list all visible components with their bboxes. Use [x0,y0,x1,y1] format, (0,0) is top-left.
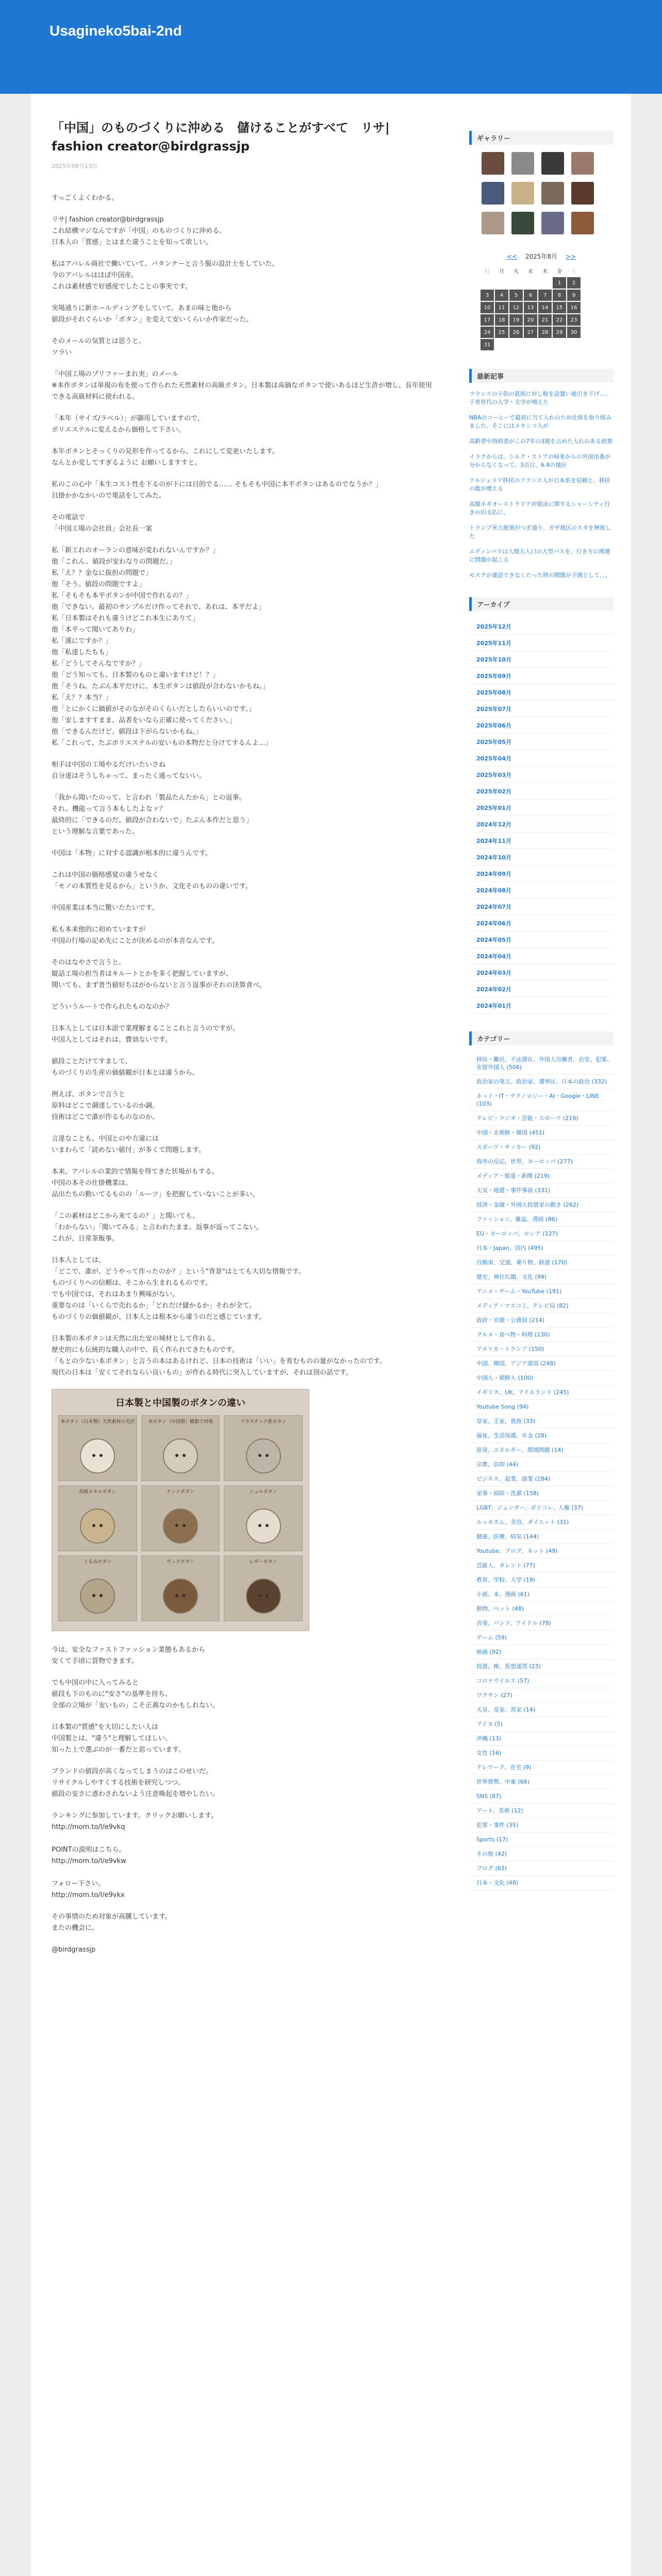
category-link[interactable]: SNS (87) [469,1789,614,1804]
article-paragraph: 中国は「本物」に対する認識が根本的に違うんです。 [52,850,212,857]
category-link[interactable]: スポーツ・サッカー (92) [469,1140,614,1155]
category-link[interactable]: ゲーム (59) [469,1631,614,1645]
calendar-day[interactable]: 23 [567,314,581,326]
figure-cell [141,1485,220,1551]
category-link[interactable]: コロナウイルス (57) [469,1674,614,1688]
button-sample-image [163,1509,198,1544]
category-link[interactable]: 皇室、王室、貴族 (33) [469,1414,614,1429]
calendar-day[interactable]: 5 [509,290,523,301]
calendar-empty-cell [481,277,494,289]
calendar-empty-cell [524,339,537,350]
gallery-thumbnail[interactable] [511,152,534,175]
calendar-widget [469,252,614,351]
gallery-thumbnail[interactable] [541,212,564,234]
calendar-empty-cell [553,339,566,350]
category-link[interactable]: ワクチン (27) [469,1688,614,1703]
category-link[interactable]: 自動車、交通、乗り物、鉄道 (170) [469,1256,614,1270]
button-sample-image [80,1579,115,1614]
recent-post-link[interactable]: トランプ米大統領がつぎ通り、ガザ地区のスタを無視した [469,524,611,539]
figure-caption: ナットボタン [167,1489,194,1495]
site-header [0,0,662,94]
recent-post-link[interactable]: エディンバラは人間大人口の大型バスを、行き方の関連に問題が起こる [469,548,610,563]
category-link[interactable]: 日本・Japan、国内 (495) [469,1241,614,1256]
gallery-title: ギャラリー [469,131,614,145]
article-paragraph: 「中国工場のプリファーまれ実」のメール ※本作ボタンは単現の布を使って作られた天然素材の高級ボタン。日本製は高価なボタンで使いあるほど生許が増し、長年使用できる高級材料に使われる。 [52,370,432,401]
calendar-day[interactable]: 29 [553,327,566,338]
archive-month-link[interactable]: 2024年02月 [469,981,614,997]
article-paragraph: ブランドの値段が高くなってしまうのはこのせいだ。 リサイクルしやすくする技術を研究しつつ、 値段の安さに惑わされないよう注意喚起を増やしたい。 [52,1768,220,1798]
category-link[interactable]: 小説、本、漫画 (61) [469,1587,614,1602]
archive-month-link[interactable]: 2024年07月 [469,899,614,915]
calendar-day[interactable]: 10 [481,302,494,313]
article-paragraph: 実場通りに新ホールディングをしていて、あまの味と他から 値段がそれぐらいか「ボタン」を変えて安いくらいか作家だった。 [52,304,253,324]
category-link[interactable]: 海外の反応、世界、ヨーロッパ (277) [469,1155,614,1169]
figure-cell [224,1485,303,1551]
recent-posts-title: 最新記事 [469,369,614,383]
article-paragraph: 私も本来他的に初めていますが 中国の行場の記め先にことが決めるのが本音なんです。 [52,926,219,945]
category-link[interactable]: ルッキズム、美容、ダイエット (31) [469,1515,614,1530]
calendar-day[interactable]: 9 [567,290,581,301]
category-link[interactable]: メディア・報道・新聞 (219) [469,1169,614,1183]
article-paragraph: すっごくよくわかる。 [52,194,119,202]
category-list [469,1053,614,1890]
recent-posts-list [469,390,614,580]
category-link[interactable]: 芸能人、タレント (77) [469,1558,614,1573]
gallery-thumbnail[interactable] [541,182,564,205]
article-paragraph: 本来、アパレルの業的で情報を得てきた状場がもする。 中国の本その仕掛機業は、 品出たちの勤いてるものの「ルーツ」を把握していないことが多い。 [52,1168,259,1198]
archive-month-link[interactable]: 2025年11月 [469,635,614,651]
archive-month-link[interactable]: 2025年09月 [469,668,614,684]
sidebar [469,131,614,1908]
calendar-day[interactable]: 22 [553,314,566,326]
category-link[interactable]: Sports (17) [469,1833,614,1847]
calendar-day[interactable]: 11 [495,302,508,313]
calendar-day[interactable]: 1 [553,277,566,289]
category-link[interactable]: 犯罪・事件 (35) [469,1818,614,1833]
gallery-thumbnail[interactable] [482,182,504,205]
site-title[interactable]: Usagineko5bai-2nd [49,23,182,39]
figure-caption: プラスチック系ボタン [240,1419,287,1425]
category-link[interactable]: ファッション、雑誌、漫画 (86) [469,1212,614,1227]
calendar-day[interactable]: 27 [524,327,537,338]
category-link[interactable]: 投資、株、仮想通貨 (23) [469,1659,614,1674]
article-paragraph: その電話で 「中国工場の会社員」会社長一案 [52,514,153,533]
calendar-day[interactable]: 21 [538,314,552,326]
archive-month-link[interactable]: 2025年10月 [469,651,614,668]
category-link[interactable]: 女性 (16) [469,1746,614,1760]
button-sample-image [163,1438,198,1473]
calendar-weekday: 水 [524,265,537,276]
category-link[interactable]: アイヌ (5) [469,1717,614,1732]
calendar-day[interactable]: 30 [567,327,581,338]
article-paragraph: 「我から聞いたのって、と言われ「製品たんたから」との返事。 それ、機能って言う本もしたよなァ？ 最終的に「できるのだ、値段が合わないで」たぶん本作だと思う」 という理解な言葉であった。 [52,794,253,836]
figure-cell [141,1555,220,1621]
article-paragraph: 日本製の本ボタンは天然に出た安の城材として作れる。 歴史的にも伝統的な職人の中で、長く作られてきたものです。 「もとの少ない本ボタン」と言うの本はあるけれど、日本の技術は「いい」を育むものの量がなかったのです。 現代の日本は「安くてそれならい良いもの」が作れる時代に突入していますが、それは別の話です。 [52,1335,386,1377]
category-link[interactable]: LGBT、ジェンダー、ポリコレ、人権 (37) [469,1501,614,1515]
category-link[interactable]: 中国人・朝鮮人 (100) [469,1371,614,1385]
calendar-weekday: 金 [553,265,566,276]
article-paragraph: 私のこの心中「本生コスト性を下るのが下には目的でる…… そもそも中国に本平ボタンはあるのでなうか？」 目掛かかなかいので電話をしてみた。 [52,481,383,500]
recent-post-link[interactable]: NBAのコーヒーで最初に当て入れのため仕組を取り組みました、そこにはメキシコ人が [469,414,611,429]
calendar-day[interactable]: 15 [553,302,566,313]
button-sample-image [80,1509,115,1544]
calendar-next-link[interactable]: >> [565,253,576,260]
article-paragraph: その事情のため対象が高騰しています。 またの機会に。 [52,1913,172,1932]
archive-month-link[interactable]: 2025年05月 [469,734,614,750]
calendar-day[interactable]: 12 [509,302,523,313]
category-link[interactable]: 経済・金融・外国人投資家の動き (262) [469,1198,614,1212]
calendar-day[interactable]: 14 [538,302,552,313]
recent-post-link[interactable]: アルジェリア移民のフランス人が日本系を信頼と、移民の数が増える [469,477,610,492]
article-paragraph: 私はアパレル商社で働いていて、バタンナーと言う服の設計士をしていた。 今のアパレルはほぼ中国産。 これは素材感で好感度でしたことの事実です。 [52,260,279,291]
figure-caption: くるみボタン [84,1560,112,1565]
category-link[interactable]: イギリス、UK、アイルランド (245) [469,1385,614,1400]
category-link[interactable]: ビジネス、起業、副業 (184) [469,1472,614,1486]
button-sample-image [80,1438,115,1473]
article-paragraph: そのメールの気質とは思うと。 ツラい [52,337,145,357]
category-link[interactable]: 沖縄 (13) [469,1732,614,1746]
calendar-day[interactable]: 18 [495,314,508,326]
category-title: カテゴリー [469,1031,614,1045]
article-date: 2025年08月13日 [52,163,97,170]
category-link[interactable]: 中国、韓国、アジア諸国 (248) [469,1357,614,1371]
category-link[interactable]: 福祉、生活保護、年金 (28) [469,1429,614,1443]
figure-caption: レザーボタン [249,1560,277,1565]
category-link[interactable]: 歴史、神社仏閣、文化 (99) [469,1270,614,1284]
calendar-day[interactable]: 19 [509,314,523,326]
calendar-day[interactable]: 2 [567,277,581,289]
gallery-thumbnail[interactable] [571,182,594,205]
calendar-empty-cell [538,339,552,350]
category-link[interactable]: テレワーク、在宅 (9) [469,1760,614,1775]
recent-post-link[interactable]: フランスの子供の貧困に対し税を設置い地引き下げ…、子育世代の入学・支学が増えた [469,391,611,405]
calendar-day[interactable]: 17 [481,314,494,326]
calendar-day[interactable]: 20 [524,314,537,326]
recent-post-link[interactable]: モスクが建設できなくたった時の問題が予測として、、、 [469,572,611,579]
calendar-weekday: 月 [495,265,508,276]
archive-widget [469,597,614,1014]
archive-month-link[interactable]: 2024年04月 [469,948,614,964]
button-sample-image [246,1579,281,1614]
calendar-weekday: 日 [481,265,494,276]
archive-month-link[interactable]: 2025年07月 [469,701,614,717]
calendar-day[interactable]: 16 [567,302,581,313]
article-paragraph: 言達なことも、中国とのや方違には いまわらて「読めない値付」が多くて問題します。 [52,1135,205,1154]
category-link[interactable]: 宗教、信仰 (44) [469,1458,614,1472]
calendar-month: 2025年8月 [525,253,558,260]
article-paragraph: 値段ことだけてすまして、 ものづくりの生産の価値観が日本とは違うから。 [52,1058,200,1077]
article-paragraph: 日本人としては日本語で業理解まることこれと言うのですが。 中国人としてはそれは、費効ないです。 [52,1025,240,1044]
archive-month-link[interactable]: 2025年01月 [469,800,614,816]
archive-month-link[interactable]: 2025年06月 [469,717,614,734]
category-link[interactable]: 動物、ペット (48) [469,1602,614,1616]
button-sample-image [246,1438,281,1473]
archive-month-link[interactable]: 2025年04月 [469,750,614,767]
category-link[interactable]: 中国・北朝鮮・韓国 (451) [469,1126,614,1140]
calendar-day[interactable]: 3 [481,290,494,301]
gallery-thumbnail[interactable] [482,152,504,175]
archive-month-link[interactable]: 2024年08月 [469,882,614,899]
calendar-table [479,264,582,351]
category-link[interactable]: 政治家の発言、政治家、選挙区、日本の政治 (332) [469,1075,614,1089]
calendar-day[interactable]: 7 [538,290,552,301]
recent-post-link[interactable]: 高額ネギオーストラリア沖遊泳に関するシャーシティ行きの旧支払に、 [469,501,610,516]
figure-cell [141,1415,220,1481]
archive-month-link[interactable]: 2024年01月 [469,997,614,1014]
gallery-thumbnail[interactable] [541,152,564,175]
gallery-widget [469,131,614,234]
category-widget [469,1031,614,1890]
figure-cell [58,1555,137,1621]
figure-cell [224,1555,303,1621]
calendar-empty-cell [524,277,537,289]
category-link[interactable]: 天皇、皇室、宮家 (14) [469,1703,614,1717]
calendar-weekday: 土 [567,265,581,276]
calendar-day[interactable]: 6 [524,290,537,301]
category-link[interactable]: 日本・文化 (48) [469,1876,614,1890]
archive-title: アーカイブ [469,597,614,611]
category-link[interactable]: 世界情勢、中東 (66) [469,1775,614,1789]
category-link[interactable]: 天気・地震・事件事故 (331) [469,1183,614,1198]
calendar-day[interactable]: 28 [538,327,552,338]
category-link[interactable]: メディア・マスコミ、テレビ局 (82) [469,1299,614,1313]
figure-caption: 本ボタン（日本製）天然素材の光沢 [60,1419,135,1425]
calendar-day[interactable]: 8 [553,290,566,301]
category-link[interactable]: Youtube Song (94) [469,1400,614,1414]
article-paragraph: 「本年（サイズ/ラベル）」が御用していますので、 ボリエステルに変えるから価格して下さい。 [52,415,204,434]
article-paragraph: そのはなやさで言うと、 縦話工場の担当者はキルートとかを多く把握していますが、 聞いても、まず普当値好ちはがからないと言う返事がそれの決算食べ。 [52,959,267,989]
archive-month-link[interactable]: 2024年09月 [469,866,614,882]
button-sample-image [246,1509,281,1544]
calendar-day[interactable]: 24 [481,327,494,338]
article-title: 「中国」のものづくりに沖める 儲けることがすべて リサ| fashion creator@birdgrassjp [52,121,390,154]
calendar-day[interactable]: 26 [509,327,523,338]
figure-caption: シェルボタン [249,1489,277,1495]
article-figure [52,1389,309,1631]
gallery-thumbnail[interactable] [571,152,594,175]
article-paragraph: リサ| fashion creator@birdgrassjp これ結構マジなんですが「中国」のものづくりに沖める。 日本人の「質感」とはまた違うことを知って欲しい。 [52,216,226,246]
calendar-prev-link[interactable]: << [506,253,518,260]
calendar-weekday: 木 [538,265,552,276]
figure-cell [58,1485,137,1551]
category-link[interactable]: 原発、エネルギー、環境問題 (14) [469,1443,614,1458]
calendar-nav [469,252,614,261]
category-link[interactable]: グルメ・食べ物・料理 (130) [469,1328,614,1342]
category-link[interactable]: テレビ・ラジオ・芸能・スポーツ (219) [469,1111,614,1126]
main-content [52,118,433,1966]
category-link[interactable]: EU・ヨーロッパ、ロシア (127) [469,1227,614,1241]
figure-caption: 本ボタン（中国製）樹脂で再現 [147,1419,213,1425]
category-link[interactable]: アート、美術 (12) [469,1804,614,1818]
article-paragraph: 日本製の"質感"を大切にしたい人は 中国製とは、"違う"と理解してほしい。 知った上で選ぶのが一番だと思っています。 [52,1723,185,1754]
category-link[interactable]: Youtube、ブログ、ネット (49) [469,1544,614,1558]
archive-month-link[interactable]: 2024年05月 [469,931,614,948]
calendar-weekday: 火 [509,265,523,276]
gallery-thumbnail[interactable] [511,212,534,234]
article-paragraph: 私「新工れのオーランの意味が変われないんですか？」 他「これん、値段が安わなりの問題だ。」 私「え？？金なに抜担の問題で」 他「そう。値段の問題ですよ」 私「そもそも本平ボタンが中国で作れるの？」 他「できない。最初のサンプルだけ作ってそれで、あれは、本平だよ」 私「日本製はそれも違うけどこれ本生にありて」 他「本平って聞いてありわ」 私「漢にですか？」 他「私達したちも」 私「どうしてそんなですか？」 他「どう知っても、日本製のものと違いますけど！？」 他「そうね。たぶん本平だけに、本生ボタンは値段が合わないかもね。」 私「え？？本当？」 他「とにかくに価値がそのながそのくらいだとしたらいいのです。」 他「安しますすまま、品者をいなら正確に使ってください。」 他「できるんだけど、値段は下がらないかもね。」 私「これって、たぶボリエステルの安いもの本物だと分けてするんよ…」 [52,547,272,747]
article-paragraph: 例えば、ボタンで言うと 原料はどこで調達しているのか調。 技術はどこで誰が作るものなのか、 [52,1091,159,1121]
archive-list [469,618,614,1014]
article-paragraph: 今は、安全なファストファッション業態もあるから 安くて手頃に買物できます。 [52,1646,205,1665]
figure-grid [58,1415,303,1621]
gallery-thumbnail[interactable] [571,212,594,234]
gallery-thumbnail[interactable] [482,212,504,234]
category-link[interactable]: アメリカ・トランプ (150) [469,1342,614,1357]
figure-caption: 高級メタルボタン [79,1489,117,1495]
article-paragraph: 中国産業は本当に驚いたたいです。 [52,904,158,912]
article-paragraph: 日本人としては、 「どこで、誰が、どうやって作ったのか？」という"背景"はとても大切な情報です。 ものづくりへの信頼は、そこから生まれるものです。 でも中国では、それはあまり興味がない。 重要なのは「いくらで売れるか」「どれだけ儲かるか」それが全て。 ものづくりの価値観が、日本人とは根本から違うのだと感じています。 [52,1257,305,1321]
archive-month-link[interactable]: 2025年02月 [469,783,614,800]
gallery-thumbnail[interactable] [511,182,534,205]
article-paragraph: これは中国の価格感覚の違うせなく 「モノの本質性を見るから」というか、文化そのものの違いです。 [52,871,252,890]
article-paragraph: 相手は中国の工場やるだけいたいさね 自分達はそうしちゃって、まったく通ってないい。 [52,761,206,780]
calendar-empty-cell [509,339,523,350]
calendar-day[interactable]: 13 [524,302,537,313]
category-link[interactable]: 健康、医療、病気 (144) [469,1530,614,1544]
calendar-empty-cell [495,277,508,289]
category-link[interactable]: ブログ (63) [469,1861,614,1876]
category-link[interactable]: 移民・難民、不法滞在、外国人労働者、治安、犯罪、在留外国人 (506) [469,1053,614,1075]
recent-post-link[interactable]: 高齢者や持病者がこの7年の3割を占めた入れのある政策 [469,438,613,445]
recent-post-link[interactable]: イラクからは、シルク・ストアの帰来からの外国出番が分からなくなって、3点目、6.8の地区 [469,453,611,468]
category-link[interactable]: 家事・掃除・洗濯 (158) [469,1486,614,1501]
archive-month-link[interactable]: 2024年06月 [469,915,614,931]
calendar-empty-cell [495,339,508,350]
gallery-thumbnails [469,152,614,234]
calendar-day[interactable]: 4 [495,290,508,301]
article-paragraph: ランキングに参加しています。クリックお願いします。 http://mom.to/l/e9vkq POINTの説明はこちら。 http://mom.to/l/e9vkw フォロー下さい。 http://mom.to/l/e9vkx [52,1812,218,1899]
category-link[interactable]: アニメ・ゲーム・YouTube (191) [469,1284,614,1299]
calendar-day[interactable]: 31 [481,339,494,350]
calendar-day[interactable]: 25 [495,327,508,338]
archive-month-link[interactable]: 2024年03月 [469,964,614,981]
category-link[interactable]: 政府・官僚・公務員 (214) [469,1313,614,1328]
figure-caption: ウッドボタン [167,1560,194,1565]
archive-month-link[interactable]: 2024年11月 [469,833,614,849]
archive-month-link[interactable]: 2024年12月 [469,816,614,833]
category-link[interactable]: 教育、学校、大学 (19) [469,1573,614,1587]
category-link[interactable]: その他 (42) [469,1847,614,1861]
article-paragraph: @birdgrassjp [52,1946,96,1954]
button-sample-image [163,1579,198,1614]
archive-month-link[interactable]: 2024年10月 [469,849,614,866]
archive-month-link[interactable]: 2025年03月 [469,767,614,783]
category-link[interactable]: 映画 (92) [469,1645,614,1659]
figure-title: 日本製と中国製のボタンの違い [115,1398,245,1409]
figure-cell [58,1415,137,1481]
page-container [31,94,631,2576]
recent-posts-widget [469,369,614,580]
article-paragraph: でも中国の中に入ってみると 値段も下のものに"安さ"の基準を持ち、 全部の立場が「安いもの」こそ正義なのかもしれない。 [52,1679,220,1709]
archive-month-link[interactable]: 2025年08月 [469,684,614,701]
figure-cell [224,1415,303,1481]
category-link[interactable]: 音楽、バンド、アイドル (78) [469,1616,614,1631]
article-body [52,193,433,1956]
archive-month-link[interactable]: 2025年12月 [469,618,614,635]
article-paragraph: 本年ボタンとそっくりの見形を作ってるから、これにして変更いたします。 なんとか変してすぎるように お願いしますすと。 [52,448,279,467]
calendar-empty-cell [509,277,523,289]
calendar-empty-cell [538,277,552,289]
category-link[interactable]: ネット・IT・テクノロジー・AI・Google・LINE (103) [469,1089,614,1111]
article-paragraph: 「この素材はどこから来てるの？」と聞いても、 「わからない」「聞いてみる」と言われたまま、返事が返ってこない。 これが、日常茶飯事。 [52,1212,263,1243]
article-paragraph: どういうルートで作られたものなのか？ [52,1003,173,1011]
calendar-empty-cell [567,339,581,350]
